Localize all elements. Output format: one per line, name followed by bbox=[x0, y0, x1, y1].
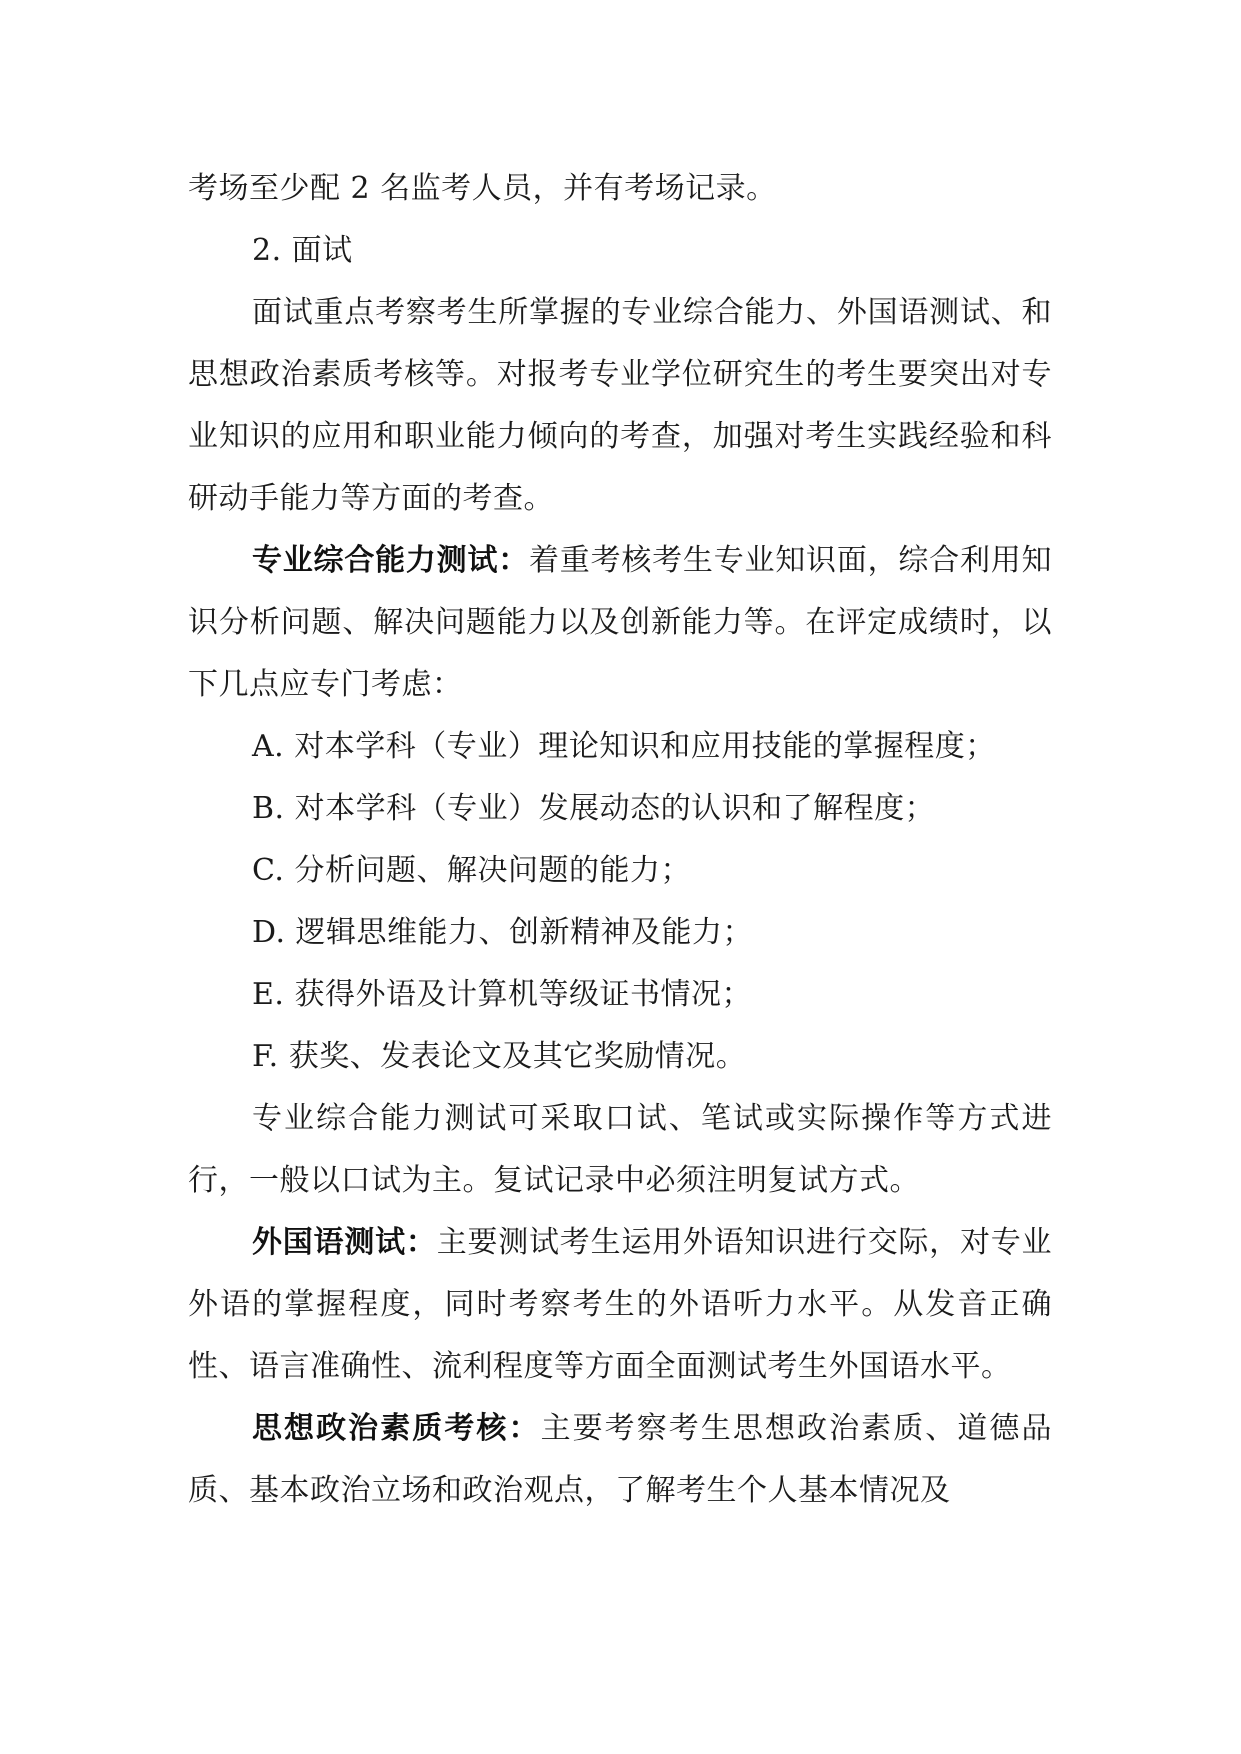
list-item-text: A. 对本学科（专业）理论知识和应用技能的掌握程度； bbox=[252, 729, 996, 764]
paragraph-text: 着重考核考生专业知识面，综合利用知识分析问题、解决问题能力以及创新能力等。在评定成绩时，以下几点应专门考虑： bbox=[188, 543, 1053, 702]
list-item-text: C. 分析问题、解决问题的能力； bbox=[252, 853, 691, 888]
paragraph-text: 面试重点考察考生所掌握的专业综合能力、外国语测试、和思想政治素质考核等。对报考专业学位研究生的考生要突出对专业知识的应用和职业能力倾向的考查，加强对考生实践经验和科研动手能力等方面的考查。 bbox=[188, 295, 1052, 516]
list-item-a bbox=[188, 716, 1052, 778]
list-item-f bbox=[188, 1026, 1052, 1088]
paragraph-text: 主要考察考生思想政治素质、道德品质、基本政治立场和政治观点，了解考生个人基本情况及 bbox=[188, 1411, 1052, 1508]
paragraph-professional-test bbox=[188, 530, 1052, 716]
paragraph-text: 考场至少配 2 名监考人员，并有考场记录。 bbox=[188, 171, 777, 206]
paragraph-political-assessment bbox=[188, 1398, 1052, 1522]
paragraph-lead: 思想政治素质考核： bbox=[252, 1411, 541, 1446]
list-item-d bbox=[188, 902, 1052, 964]
paragraph-lead: 外国语测试： bbox=[252, 1225, 437, 1260]
list-item-text: D. 逻辑思维能力、创新精神及能力； bbox=[252, 915, 754, 950]
document-body bbox=[188, 158, 1052, 1522]
list-item-text: E. 获得外语及计算机等级证书情况； bbox=[252, 977, 752, 1012]
paragraph-text: 专业综合能力测试可采取口试、笔试或实际操作等方式进行，一般以口试为主。复试记录中必须注明复试方式。 bbox=[188, 1101, 1052, 1198]
heading-interview bbox=[188, 220, 1052, 282]
paragraph-test-method bbox=[188, 1088, 1052, 1212]
list-item-c bbox=[188, 840, 1052, 902]
heading-text: 2. 面试 bbox=[252, 233, 353, 268]
paragraph-exam-room bbox=[188, 158, 1052, 220]
paragraph-lead: 专业综合能力测试： bbox=[252, 543, 530, 578]
list-item-text: F. 获奖、发表论文及其它奖励情况。 bbox=[252, 1039, 747, 1074]
list-item-e bbox=[188, 964, 1052, 1026]
paragraph-foreign-language-test bbox=[188, 1212, 1052, 1398]
paragraph-interview-focus bbox=[188, 282, 1052, 530]
list-item-text: B. 对本学科（专业）发展动态的认识和了解程度； bbox=[252, 791, 936, 826]
list-item-b bbox=[188, 778, 1052, 840]
paragraph-text: 主要测试考生运用外语知识进行交际，对专业外语的掌握程度，同时考察考生的外语听力水平。从发音正确性、语言准确性、流利程度等方面全面测试考生外国语水平。 bbox=[188, 1225, 1053, 1384]
